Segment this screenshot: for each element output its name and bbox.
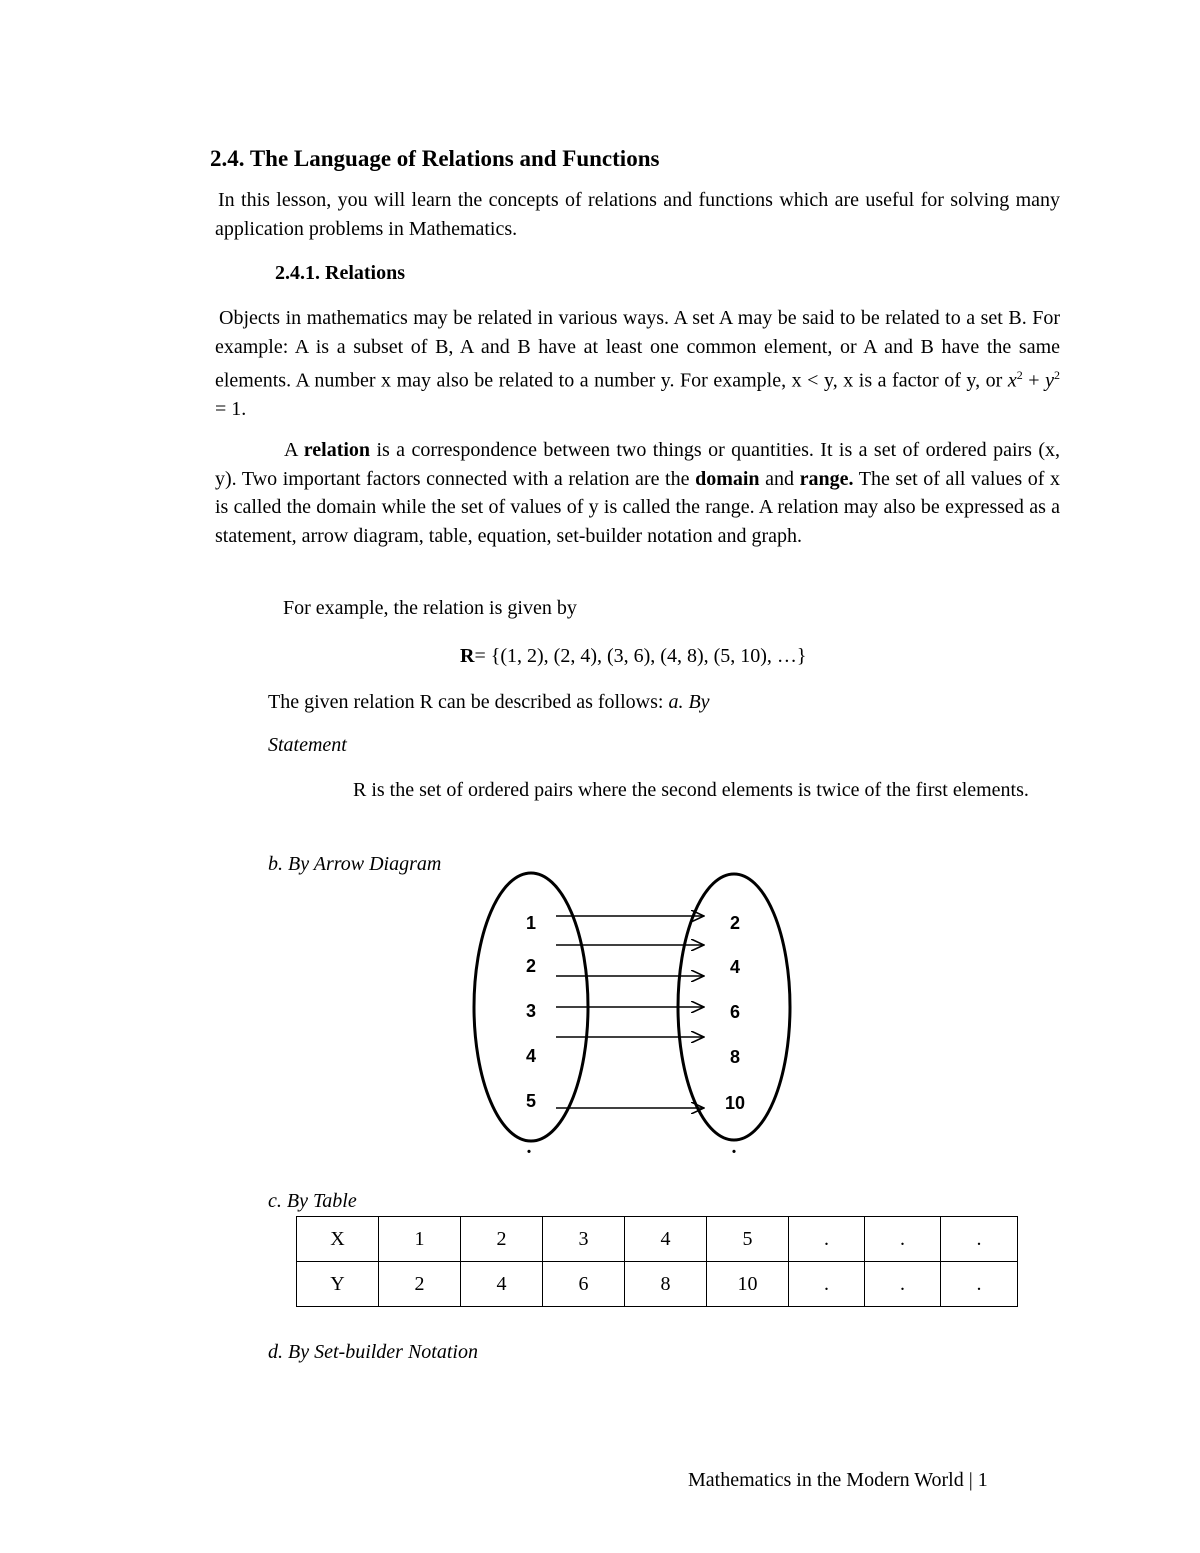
domain-value: 4: [525, 1046, 537, 1066]
table-label: c. By Table: [268, 1190, 357, 1212]
relation-definition-paragraph: A relation is a correspondence between two things or quantities. It is a set of ordered pairs (x, y). Two important factors connected with a relation are the domain and range. The set of all values of x is called the domain while the set of values of y is called the range. A relation may also be expressed as a statement, arrow diagram, table, equation, set-builder notation and graph.: [215, 439, 1061, 547]
relation-set: R= {(1, 2), (2, 4), (3, 6), (4, 8), (5, 10), …}: [460, 645, 807, 667]
range-value: 4: [729, 957, 741, 977]
table-cell: 2: [461, 1217, 543, 1262]
table-cell: X: [297, 1217, 379, 1262]
table-cell: 4: [461, 1262, 543, 1307]
page-footer: Mathematics in the Modern World | 1: [688, 1469, 988, 1491]
described-line: The given relation R can be described as follows: a. By: [268, 691, 710, 713]
table-row-y: [297, 1262, 1018, 1307]
table-row-x: [297, 1217, 1018, 1262]
objects-paragraph: Objects in mathematics may be related in various ways. A set A may be said to be related to a set B. For example: A is a subset of B, A and B have at least one common element, or A and B have the same elements. A number x may also be related to a number y. For example, x < y, x is a factor of y, or $x^2 + y^2 = 1$.: [215, 307, 1061, 421]
set-builder-label: d. By Set-builder Notation: [268, 1341, 478, 1363]
relation-table: [296, 1216, 1018, 1307]
table-cell: 8: [625, 1262, 707, 1307]
footer-title: Mathematics in the Modern World: [688, 1469, 964, 1491]
section-heading: 2.4. The Language of Relations and Functions: [210, 146, 660, 171]
intro-paragraph: In this lesson, you will learn the concepts of relations and functions which are useful for solving many application problems in Mathematics.: [215, 189, 1060, 240]
statement-label: Statement: [268, 734, 347, 756]
table-cell: .: [941, 1217, 1018, 1262]
table-cell: 2: [379, 1262, 461, 1307]
table-cell: 4: [625, 1217, 707, 1262]
domain-continuation-dot: .: [526, 1136, 532, 1158]
table-cell: 6: [543, 1262, 625, 1307]
range-value: 2: [729, 913, 741, 933]
domain-value: 1: [525, 913, 537, 933]
range-value: 10: [724, 1093, 746, 1113]
table-cell: Y: [297, 1262, 379, 1307]
table-cell: 5: [707, 1217, 789, 1262]
table-cell: 1: [379, 1217, 461, 1262]
table-cell: .: [865, 1217, 941, 1262]
table-cell: .: [941, 1262, 1018, 1307]
table-cell: 3: [543, 1217, 625, 1262]
table-cell: 10: [707, 1262, 789, 1307]
range-continuation-dot: .: [731, 1136, 737, 1158]
table-cell: .: [789, 1217, 865, 1262]
arrow-diagram-label: b. By Arrow Diagram: [268, 853, 442, 875]
arrow-diagram: [460, 865, 805, 1160]
table-cell: .: [789, 1262, 865, 1307]
table-cell: .: [865, 1262, 941, 1307]
range-value: 8: [729, 1047, 741, 1067]
domain-value: 3: [525, 1001, 537, 1021]
statement-text: R is the set of ordered pairs where the second elements is twice of the first elements.: [353, 779, 1029, 801]
term-domain: domain: [695, 467, 760, 490]
term-relation: relation: [303, 439, 371, 461]
range-value: 6: [729, 1002, 741, 1022]
domain-value: 5: [525, 1091, 537, 1111]
domain-value: 2: [525, 956, 537, 976]
term-range: range.: [799, 467, 854, 490]
example-intro: For example, the relation is given by: [283, 597, 577, 619]
page-number: 1: [977, 1469, 988, 1491]
subsection-heading: 2.4.1. Relations: [275, 262, 405, 284]
